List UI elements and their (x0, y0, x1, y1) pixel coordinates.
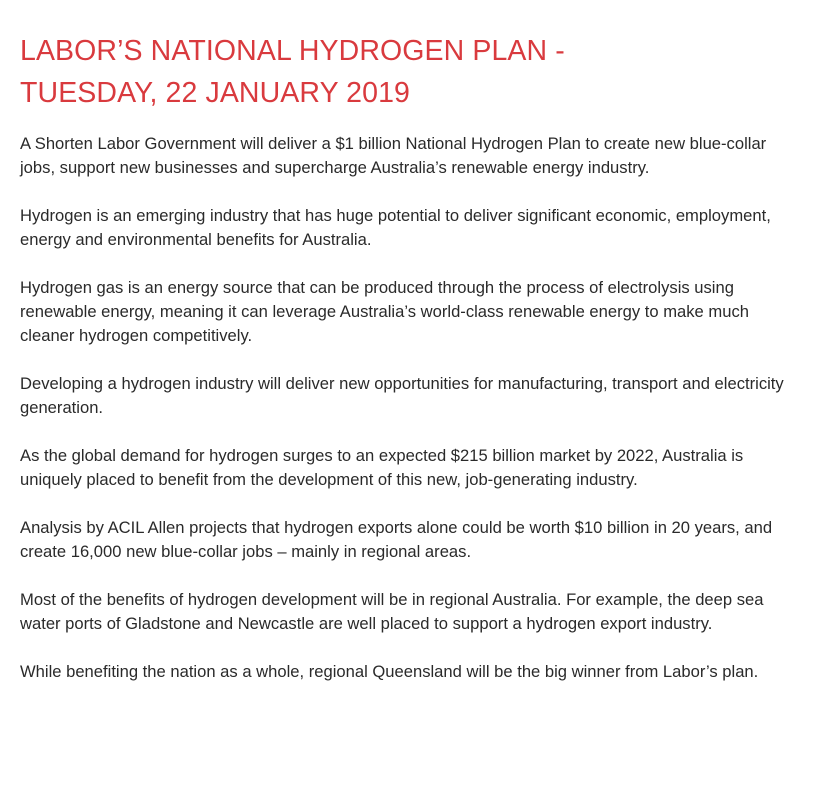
paragraph-regional-benefits: Most of the benefits of hydrogen development will be in regional Australia. For example, the deep sea water ports of Gladstone and Newcastle are well placed to support a hydrogen export industry. (20, 590, 764, 633)
paragraph-acil-allen-analysis: Analysis by ACIL Allen projects that hydrogen exports alone could be worth $10 billion in 20 years, and create 16,000 new blue-collar jobs – mainly in regional areas. (20, 518, 773, 561)
paragraph-opportunities: Developing a hydrogen industry will deliver new opportunities for manufacturing, transport and electricity generation. (20, 374, 784, 417)
article-body (20, 132, 800, 684)
paragraph-queensland: While benefiting the nation as a whole, regional Queensland will be the big winner from Labor’s plan. (20, 662, 759, 681)
paragraph-hydrogen-gas: Hydrogen gas is an energy source that can be produced through the process of electrolysis using renewable energy, meaning it can leverage Australia’s world-class renewable energy to make much cleaner hydrogen competitively. (20, 278, 749, 345)
paragraph-global-demand: As the global demand for hydrogen surges to an expected $215 billion market by 2022, Australia is uniquely placed to benefit from the development of this new, job-generating industry. (20, 446, 744, 489)
title-line-1: LABOR’S NATIONAL HYDROGEN PLAN - (20, 35, 565, 67)
page-title (20, 30, 800, 114)
title-line-2: TUESDAY, 22 JANUARY 2019 (20, 77, 410, 109)
paragraph-emerging-industry: Hydrogen is an emerging industry that has huge potential to deliver significant economic, employment, energy and environmental benefits for Australia. (20, 206, 771, 249)
paragraph-intro: A Shorten Labor Government will deliver a $1 billion National Hydrogen Plan to create new blue-collar jobs, support new businesses and supercharge Australia’s renewable energy industry. (20, 134, 767, 177)
article (20, 30, 800, 708)
